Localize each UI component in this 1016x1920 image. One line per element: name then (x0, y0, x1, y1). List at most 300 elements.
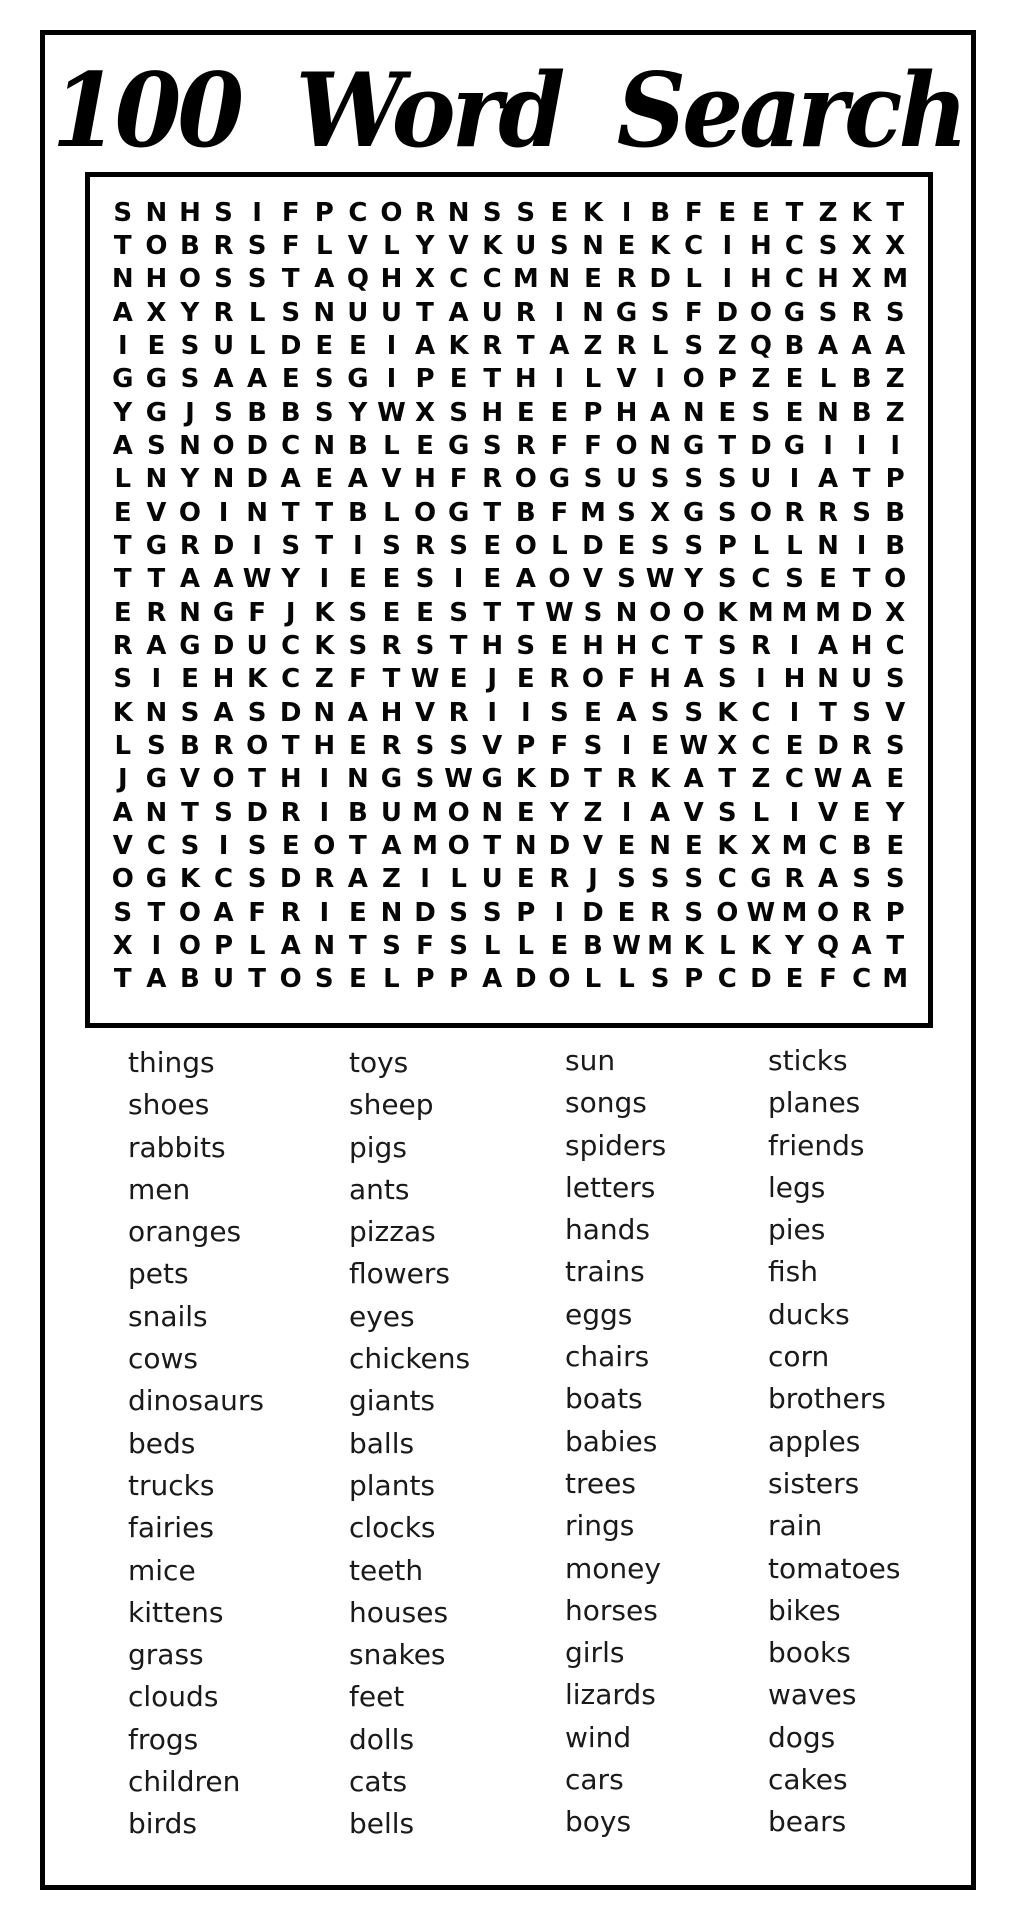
grid-letter: B (515, 497, 536, 528)
grid-letter: R (515, 297, 536, 328)
grid-letter: V (414, 697, 436, 728)
grid-letter: Y (180, 464, 200, 495)
grid-letter: S (885, 730, 905, 761)
grid-letter: J (487, 664, 498, 695)
grid-letter: N (649, 430, 671, 461)
grid-letter: S (650, 697, 670, 728)
grid-letter: E (617, 830, 636, 861)
grid-letter: V (885, 697, 906, 728)
grid-letter: A (112, 430, 133, 461)
grid-letter: E (651, 730, 669, 761)
word-list-item: things (128, 1046, 215, 1079)
grid-letter: E (382, 564, 401, 595)
grid-letter: J (285, 597, 296, 628)
grid-letter: C (751, 730, 771, 761)
grid-letter: N (179, 597, 201, 628)
grid-letter: I (386, 330, 397, 361)
grid-letter: S (684, 897, 704, 928)
grid-letter: N (548, 264, 571, 295)
grid-letter: P (214, 930, 234, 961)
grid-letter: A (616, 697, 637, 728)
grid-letter: E (785, 730, 804, 761)
grid-letter: K (314, 597, 335, 628)
grid-letter: S (717, 797, 737, 828)
grid-letter: O (884, 564, 907, 595)
grid-letter: B (885, 530, 906, 561)
grid-letter: Z (314, 664, 334, 695)
grid-letter: E (113, 597, 132, 628)
grid-letter: F (281, 230, 300, 261)
grid-letter: R (213, 230, 234, 261)
grid-letter: T (718, 764, 737, 795)
grid-letter: S (818, 297, 838, 328)
grid-letter: M (412, 830, 438, 861)
grid-letter: D (716, 297, 739, 328)
grid-letter: O (145, 230, 168, 261)
word-list-item: cows (128, 1342, 199, 1376)
grid-letter: S (550, 697, 569, 728)
grid-letter: D (279, 864, 302, 895)
word-list-item: ducks (768, 1297, 850, 1331)
grid-letter: Q (816, 930, 840, 961)
grid-letter: H (481, 630, 504, 661)
word-list-item: sisters (768, 1466, 860, 1500)
grid-letter: T (281, 264, 300, 295)
grid-letter: S (247, 830, 267, 861)
word-list-item: books (768, 1636, 851, 1670)
grid-letter: O (749, 297, 772, 328)
grid-letter: E (617, 897, 636, 928)
grid-letter: H (145, 264, 168, 295)
grid-letter: G (783, 430, 806, 461)
grid-letter: N (649, 830, 671, 861)
grid-letter: N (313, 930, 336, 961)
grid-letter: A (146, 630, 167, 661)
grid-letter: I (252, 197, 262, 228)
word-list-item: bears (768, 1805, 847, 1839)
grid-letter: H (783, 664, 806, 695)
grid-letter: C (281, 664, 301, 695)
grid-letter: E (382, 597, 401, 628)
grid-letter: O (380, 197, 403, 228)
grid-letter: E (684, 830, 703, 861)
grid-letter: S (550, 230, 569, 261)
grid-letter: I (554, 364, 565, 395)
grid-letter: T (416, 297, 434, 328)
grid-letter: D (212, 630, 235, 661)
grid-letter: Z (583, 797, 603, 828)
grid-letter: N (582, 297, 604, 328)
grid-letter: T (315, 497, 334, 528)
grid-letter: K (851, 197, 872, 228)
grid-letter: P (314, 197, 334, 228)
word-list-item: flowers (349, 1257, 450, 1291)
grid-letter: T (785, 197, 804, 228)
grid-letter: S (180, 830, 200, 861)
grid-letter: A (851, 330, 872, 361)
grid-letter: C (482, 264, 502, 295)
grid-letter: E (852, 797, 871, 828)
grid-letter: S (214, 197, 233, 228)
grid-letter: O (514, 530, 537, 561)
grid-letter: S (415, 730, 435, 761)
grid-letter: I (789, 697, 800, 728)
grid-letter: Z (885, 364, 905, 395)
grid-letter: O (749, 497, 772, 528)
grid-letter: S (482, 897, 502, 928)
grid-letter: K (179, 864, 201, 895)
grid-letter: A (549, 330, 570, 361)
grid-letter: V (683, 797, 704, 828)
grid-letter: R (851, 297, 872, 328)
word-list-item: eyes (349, 1299, 415, 1333)
word-list-item: fish (768, 1255, 818, 1289)
grid-letter: W (813, 764, 843, 795)
grid-letter: S (852, 497, 871, 528)
grid-letter: I (655, 364, 665, 395)
grid-letter: K (314, 630, 335, 661)
grid-letter: S (214, 797, 233, 828)
grid-letter: R (448, 697, 469, 728)
grid-letter: D (750, 964, 772, 995)
word-list-item: grass (128, 1638, 204, 1672)
word-list-item: planes (768, 1086, 861, 1120)
grid-letter: J (185, 397, 195, 428)
word-list-item: dinosaurs (128, 1384, 265, 1418)
grid-letter: N (346, 764, 369, 795)
grid-letter: T (147, 897, 166, 928)
grid-letter: I (554, 297, 565, 328)
grid-letter: S (449, 730, 468, 761)
grid-letter: V (582, 830, 603, 861)
grid-letter: T (886, 197, 905, 228)
grid-letter: V (482, 730, 503, 761)
grid-letter: R (381, 630, 402, 661)
word-list-item: plants (349, 1468, 436, 1502)
word-list-item: sun (565, 1044, 616, 1077)
grid-letter: L (584, 364, 602, 395)
grid-letter: F (348, 664, 367, 695)
grid-letter: I (386, 364, 397, 395)
word-list-item: bikes (768, 1593, 841, 1627)
grid-letter: H (817, 264, 839, 295)
grid-letter: S (314, 397, 334, 428)
grid-letter: D (548, 830, 571, 861)
word-list-item: snakes (349, 1638, 446, 1672)
grid-letter: I (856, 530, 867, 561)
grid-letter: A (885, 330, 906, 361)
grid-letter: V (448, 230, 469, 261)
word-list-item: trains (565, 1255, 645, 1289)
grid-letter: S (314, 364, 334, 395)
grid-letter: D (582, 530, 604, 561)
grid-letter: K (112, 697, 133, 728)
grid-letter: C (281, 630, 301, 661)
grid-letter: M (882, 964, 909, 995)
grid-letter: T (382, 664, 401, 695)
grid-letter: A (213, 564, 234, 595)
grid-letter: R (549, 664, 570, 695)
word-list-item: girls (565, 1636, 625, 1670)
grid-letter: S (449, 397, 468, 428)
grid-letter: S (214, 264, 233, 295)
grid-letter: S (247, 264, 267, 295)
grid-letter: E (785, 364, 804, 395)
grid-letter: I (621, 197, 632, 228)
grid-letter: Z (583, 330, 603, 361)
word-list-item: pizzas (349, 1215, 436, 1249)
grid-letter: A (683, 764, 704, 795)
grid-letter: T (852, 464, 871, 495)
word-list-item: lizards (565, 1678, 656, 1712)
grid-letter: J (117, 764, 128, 795)
puzzle-grid-box (85, 172, 933, 1028)
grid-letter: S (717, 664, 737, 695)
grid-letter: S (247, 864, 267, 895)
grid-letter: E (147, 330, 166, 361)
grid-letter: C (449, 264, 469, 295)
grid-letter: Y (885, 797, 905, 828)
grid-letter: Z (885, 397, 905, 428)
grid-letter: N (145, 464, 168, 495)
word-list-item: eggs (565, 1297, 633, 1331)
grid-letter: Z (818, 197, 838, 228)
grid-letter: E (483, 530, 502, 561)
grid-letter: W (444, 764, 473, 795)
grid-letter: F (550, 430, 569, 461)
grid-letter: P (415, 364, 435, 395)
word-list-item: chairs (565, 1340, 650, 1374)
grid-letter: V (347, 230, 368, 261)
grid-letter: M (512, 264, 539, 295)
grid-letter: P (516, 897, 536, 928)
grid-letter: E (718, 397, 737, 428)
grid-letter: B (247, 397, 268, 428)
grid-letter: Q (749, 330, 772, 361)
grid-letter: S (717, 464, 737, 495)
grid-letter: K (683, 930, 704, 961)
grid-letter: E (449, 664, 468, 695)
grid-letter: U (380, 797, 402, 828)
grid-letter: I (789, 797, 800, 828)
grid-letter: E (315, 464, 334, 495)
grid-letter: B (583, 930, 603, 961)
grid-letter: T (113, 230, 132, 261)
grid-letter: P (717, 530, 737, 561)
grid-letter: O (682, 597, 705, 628)
grid-letter: V (817, 797, 839, 828)
grid-letter: E (718, 197, 737, 228)
grid-letter: E (550, 197, 569, 228)
grid-letter: D (582, 897, 604, 928)
grid-letter: R (280, 897, 301, 928)
grid-letter: I (823, 430, 833, 461)
grid-letter: R (381, 730, 402, 761)
grid-letter: L (752, 530, 770, 561)
grid-letter: S (650, 464, 670, 495)
grid-letter: C (885, 630, 905, 661)
word-list-item: boats (565, 1382, 643, 1416)
grid-letter: S (314, 964, 334, 995)
grid-letter: W (645, 564, 675, 595)
grid-letter: H (414, 464, 436, 495)
grid-letter: R (482, 330, 503, 361)
grid-letter: C (784, 264, 804, 295)
word-list-item: cars (565, 1763, 624, 1797)
grid-letter: V (616, 364, 637, 395)
grid-letter: A (650, 797, 671, 828)
grid-letter: P (583, 397, 603, 428)
grid-letter: T (483, 597, 502, 628)
grid-letter: D (649, 264, 671, 295)
grid-letter: N (582, 230, 604, 261)
grid-letter: D (750, 430, 772, 461)
grid-letter: N (313, 297, 336, 328)
word-list-item: mice (128, 1553, 196, 1587)
grid-letter: T (516, 597, 535, 628)
grid-letter: M (412, 797, 438, 828)
grid-letter: G (145, 530, 168, 561)
word-list-item: birds (128, 1807, 197, 1841)
grid-letter: O (514, 464, 537, 495)
grid-letter: E (348, 964, 367, 995)
word-list-item: tomatoes (768, 1551, 901, 1585)
word-list-item: ants (349, 1172, 410, 1206)
grid-letter: G (212, 597, 235, 628)
grid-letter: D (246, 430, 268, 461)
grid-letter: D (279, 330, 302, 361)
grid-letter: E (113, 497, 132, 528)
grid-letter: E (785, 964, 804, 995)
word-list-item: sticks (768, 1044, 848, 1077)
grid-letter: A (448, 297, 469, 328)
grid-letter: S (113, 197, 133, 228)
grid-letter: I (890, 430, 901, 461)
grid-letter: R (415, 197, 436, 228)
grid-letter: I (621, 730, 632, 761)
grid-letter: S (415, 564, 435, 595)
grid-letter: T (483, 497, 502, 528)
grid-letter: C (281, 430, 301, 461)
grid-letter: O (313, 830, 336, 861)
word-list-item: cakes (768, 1763, 848, 1797)
grid-letter: N (615, 597, 638, 628)
grid-letter: E (348, 564, 367, 595)
grid-letter: W (377, 397, 406, 428)
grid-letter: U (212, 964, 235, 995)
grid-letter: T (852, 564, 871, 595)
grid-letter: D (548, 764, 571, 795)
grid-letter: P (717, 364, 737, 395)
grid-letter: S (415, 630, 435, 661)
grid-letter: S (684, 864, 704, 895)
grid-letter: R (515, 430, 536, 461)
grid-letter: V (112, 830, 133, 861)
grid-letter: O (682, 364, 705, 395)
grid-letter: A (280, 464, 301, 495)
grid-letter: X (146, 297, 167, 328)
word-list-item: horses (565, 1593, 658, 1627)
grid-letter: R (784, 864, 805, 895)
grid-letter: O (246, 730, 269, 761)
grid-letter: Y (785, 930, 804, 961)
grid-letter: C (717, 964, 737, 995)
grid-letter: X (851, 264, 872, 295)
grid-letter: V (381, 464, 402, 495)
grid-letter: I (856, 430, 867, 461)
grid-letter: E (617, 530, 636, 561)
grid-letter: B (347, 497, 368, 528)
grid-letter: C (684, 230, 704, 261)
grid-letter: I (789, 464, 800, 495)
grid-letter: E (181, 664, 199, 695)
grid-letter: I (453, 564, 464, 595)
grid-letter: H (212, 664, 235, 695)
grid-letter: K (717, 830, 738, 861)
grid-letter: H (179, 197, 201, 228)
grid-letter: L (315, 230, 333, 261)
grid-letter: U (615, 464, 638, 495)
grid-letter: N (514, 830, 537, 861)
grid-letter: L (383, 497, 400, 528)
grid-letter: A (213, 697, 234, 728)
grid-letter: H (582, 630, 604, 661)
grid-letter: S (214, 397, 233, 428)
grid-letter: A (112, 297, 133, 328)
grid-letter: R (851, 730, 872, 761)
grid-letter: I (520, 697, 531, 728)
grid-letter: F (449, 464, 468, 495)
grid-letter: E (516, 664, 535, 695)
grid-letter: B (280, 397, 301, 428)
grid-letter: R (818, 497, 839, 528)
grid-letter: A (683, 664, 704, 695)
grid-letter: H (514, 364, 537, 395)
grid-letter: L (584, 964, 602, 995)
word-list-item: songs (565, 1086, 647, 1120)
grid-letter: G (145, 397, 168, 428)
grid-letter: R (851, 897, 872, 928)
grid-letter: M (781, 897, 808, 928)
grid-letter: I (722, 230, 733, 261)
word-list-item: clouds (128, 1680, 219, 1714)
grid-letter: S (852, 864, 871, 895)
grid-letter: E (516, 397, 535, 428)
grid-letter: S (684, 697, 704, 728)
grid-letter: U (481, 297, 503, 328)
grid-letter: E (348, 730, 367, 761)
grid-letter: W (410, 664, 440, 695)
grid-letter: T (248, 964, 266, 995)
grid-letter: C (784, 230, 804, 261)
grid-letter: M (815, 597, 841, 628)
grid-letter: A (213, 364, 234, 395)
grid-letter: F (684, 297, 703, 328)
grid-letter: V (179, 764, 200, 795)
grid-letter: X (717, 730, 738, 761)
grid-letter: H (481, 397, 504, 428)
grid-letter: O (447, 830, 470, 861)
grid-letter: I (218, 830, 229, 861)
word-list-item: rings (565, 1509, 635, 1543)
grid-letter: H (749, 230, 772, 261)
grid-letter: I (789, 630, 800, 661)
grid-letter: G (112, 364, 134, 395)
grid-letter: I (756, 664, 766, 695)
grid-letter: E (819, 564, 837, 595)
grid-letter: K (717, 597, 738, 628)
grid-letter: S (684, 330, 704, 361)
